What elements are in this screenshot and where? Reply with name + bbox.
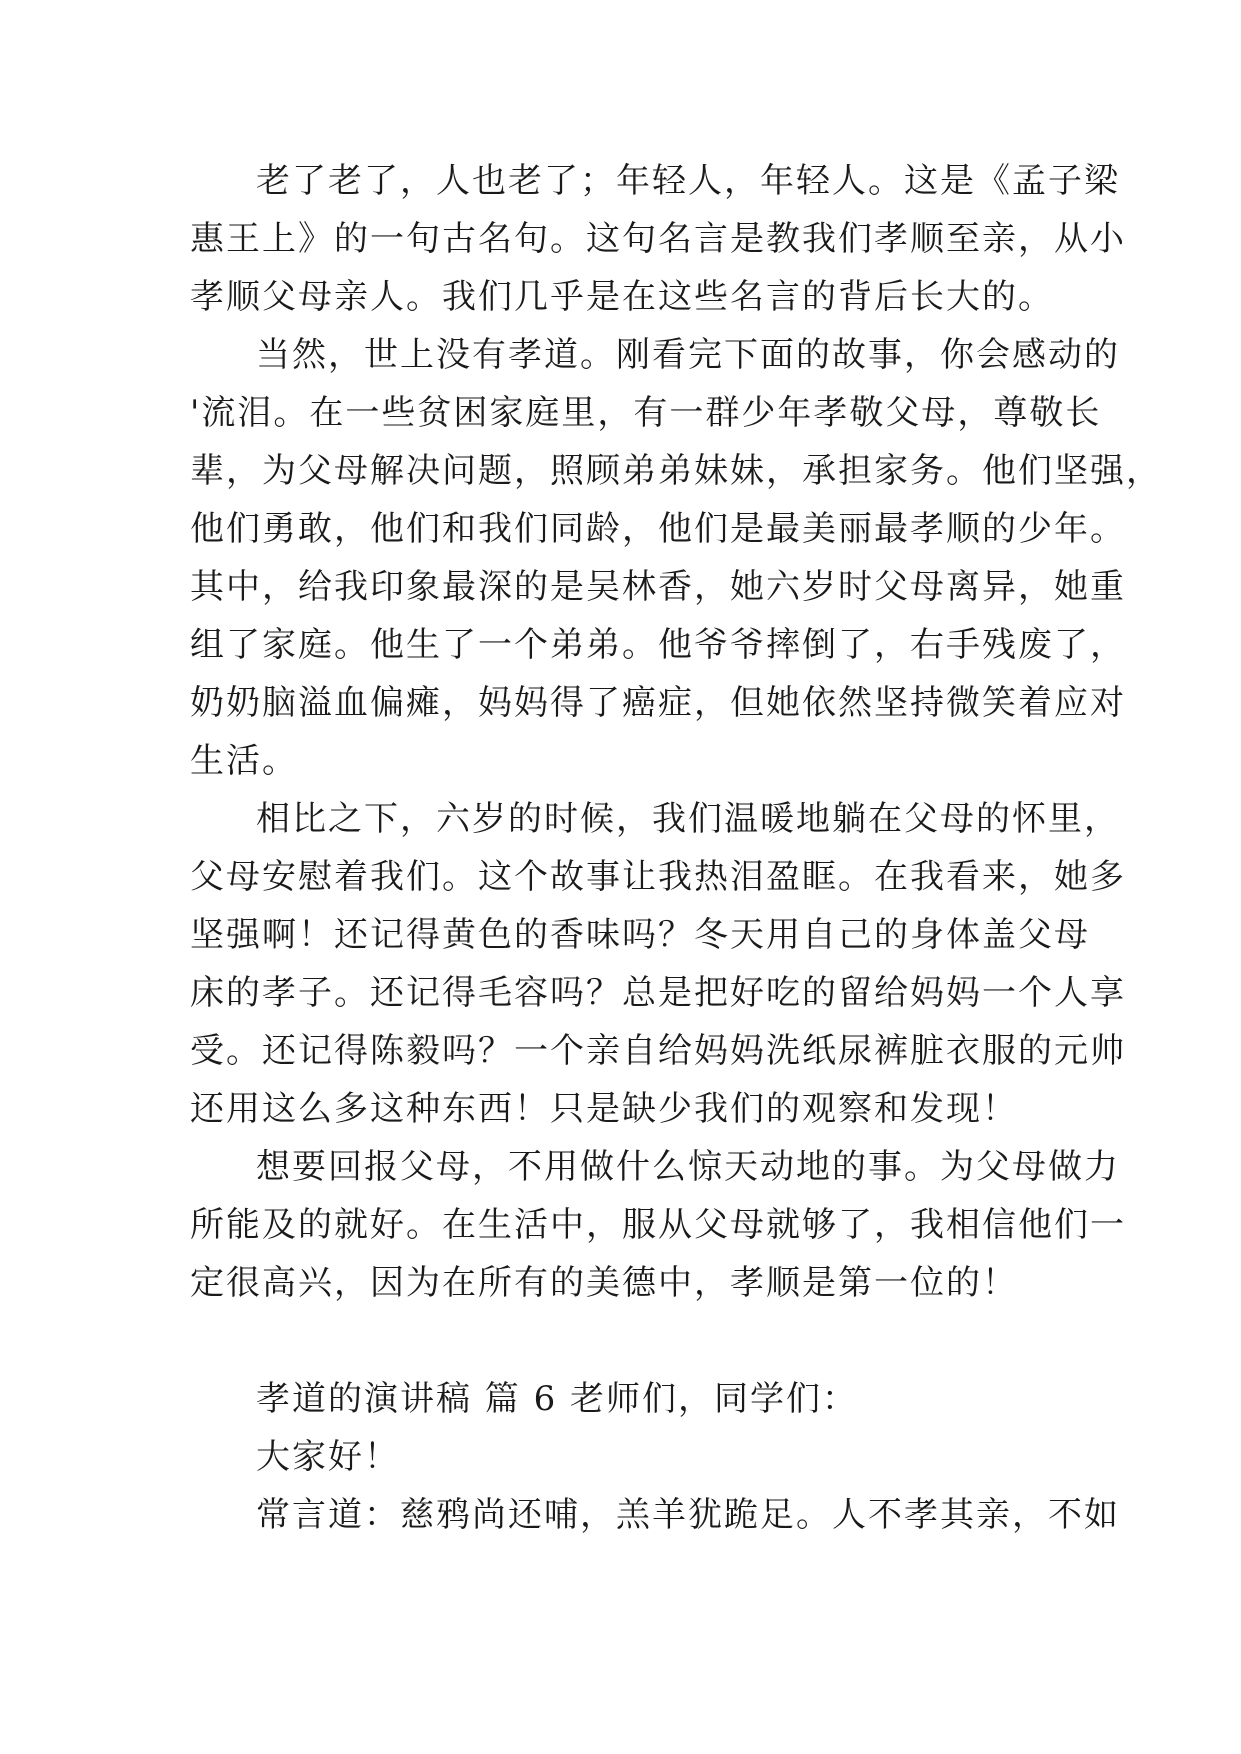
- text-line: 他们勇敢，他们和我们同龄，他们是最美丽最孝顺的少年。: [190, 509, 1126, 549]
- text-line: 常言道：慈鸦尚还哺，羔羊犹跪足。人不孝其亲，不如: [256, 1495, 1120, 1535]
- text-line: 坚强啊！还记得黄色的香味吗？冬天用自己的身体盖父母: [190, 915, 1090, 955]
- text-line: 相比之下，六岁的时候，我们温暖地躺在父母的怀里，: [256, 799, 1120, 839]
- text-line: 当然，世上没有孝道。刚看完下面的故事，你会感动的: [256, 335, 1120, 375]
- text-line: 孝顺父母亲人。我们几乎是在这些名言的背后长大的。: [190, 277, 1054, 317]
- text-line: 所能及的就好。在生活中，服从父母就够了，我相信他们一: [190, 1205, 1126, 1245]
- text-line: '流泪。在一些贫困家庭里，有一群少年孝敬父母，尊敬长: [190, 393, 1102, 433]
- text-line: 还用这么多这种东西！只是缺少我们的观察和发现！: [190, 1089, 1018, 1129]
- text-line: 辈，为父母解决问题，照顾弟弟妹妹，承担家务。他们坚强，: [190, 451, 1162, 491]
- text-line: 其中，给我印象最深的是吴林香，她六岁时父母离异，她重: [190, 567, 1126, 607]
- greeting: 大家好！: [256, 1437, 400, 1477]
- text-line: 组了家庭。他生了一个弟弟。他爷爷摔倒了，右手残废了，: [190, 625, 1126, 665]
- section-heading: 孝道的演讲稿 篇 6 老师们，同学们：: [256, 1379, 859, 1419]
- text-line: 惠王上》的一句古名句。这句名言是教我们孝顺至亲，从小: [190, 219, 1126, 259]
- text-line: 奶奶脑溢血偏瘫，妈妈得了癌症，但她依然坚持微笑着应对: [190, 683, 1126, 723]
- text-line: 床的孝子。还记得毛容吗？总是把好吃的留给妈妈一个人享: [190, 973, 1126, 1013]
- text-line: 定很高兴，因为在所有的美德中，孝顺是第一位的！: [190, 1263, 1018, 1303]
- text-line: 老了老了，人也老了；年轻人，年轻人。这是《孟子梁: [256, 161, 1120, 201]
- text-line: 父母安慰着我们。这个故事让我热泪盈眶。在我看来，她多: [190, 857, 1126, 897]
- text-line: 受。还记得陈毅吗？一个亲自给妈妈洗纸尿裤脏衣服的元帅: [190, 1031, 1126, 1071]
- text-line: 想要回报父母，不用做什么惊天动地的事。为父母做力: [256, 1147, 1120, 1187]
- text-line: 生活。: [190, 741, 298, 781]
